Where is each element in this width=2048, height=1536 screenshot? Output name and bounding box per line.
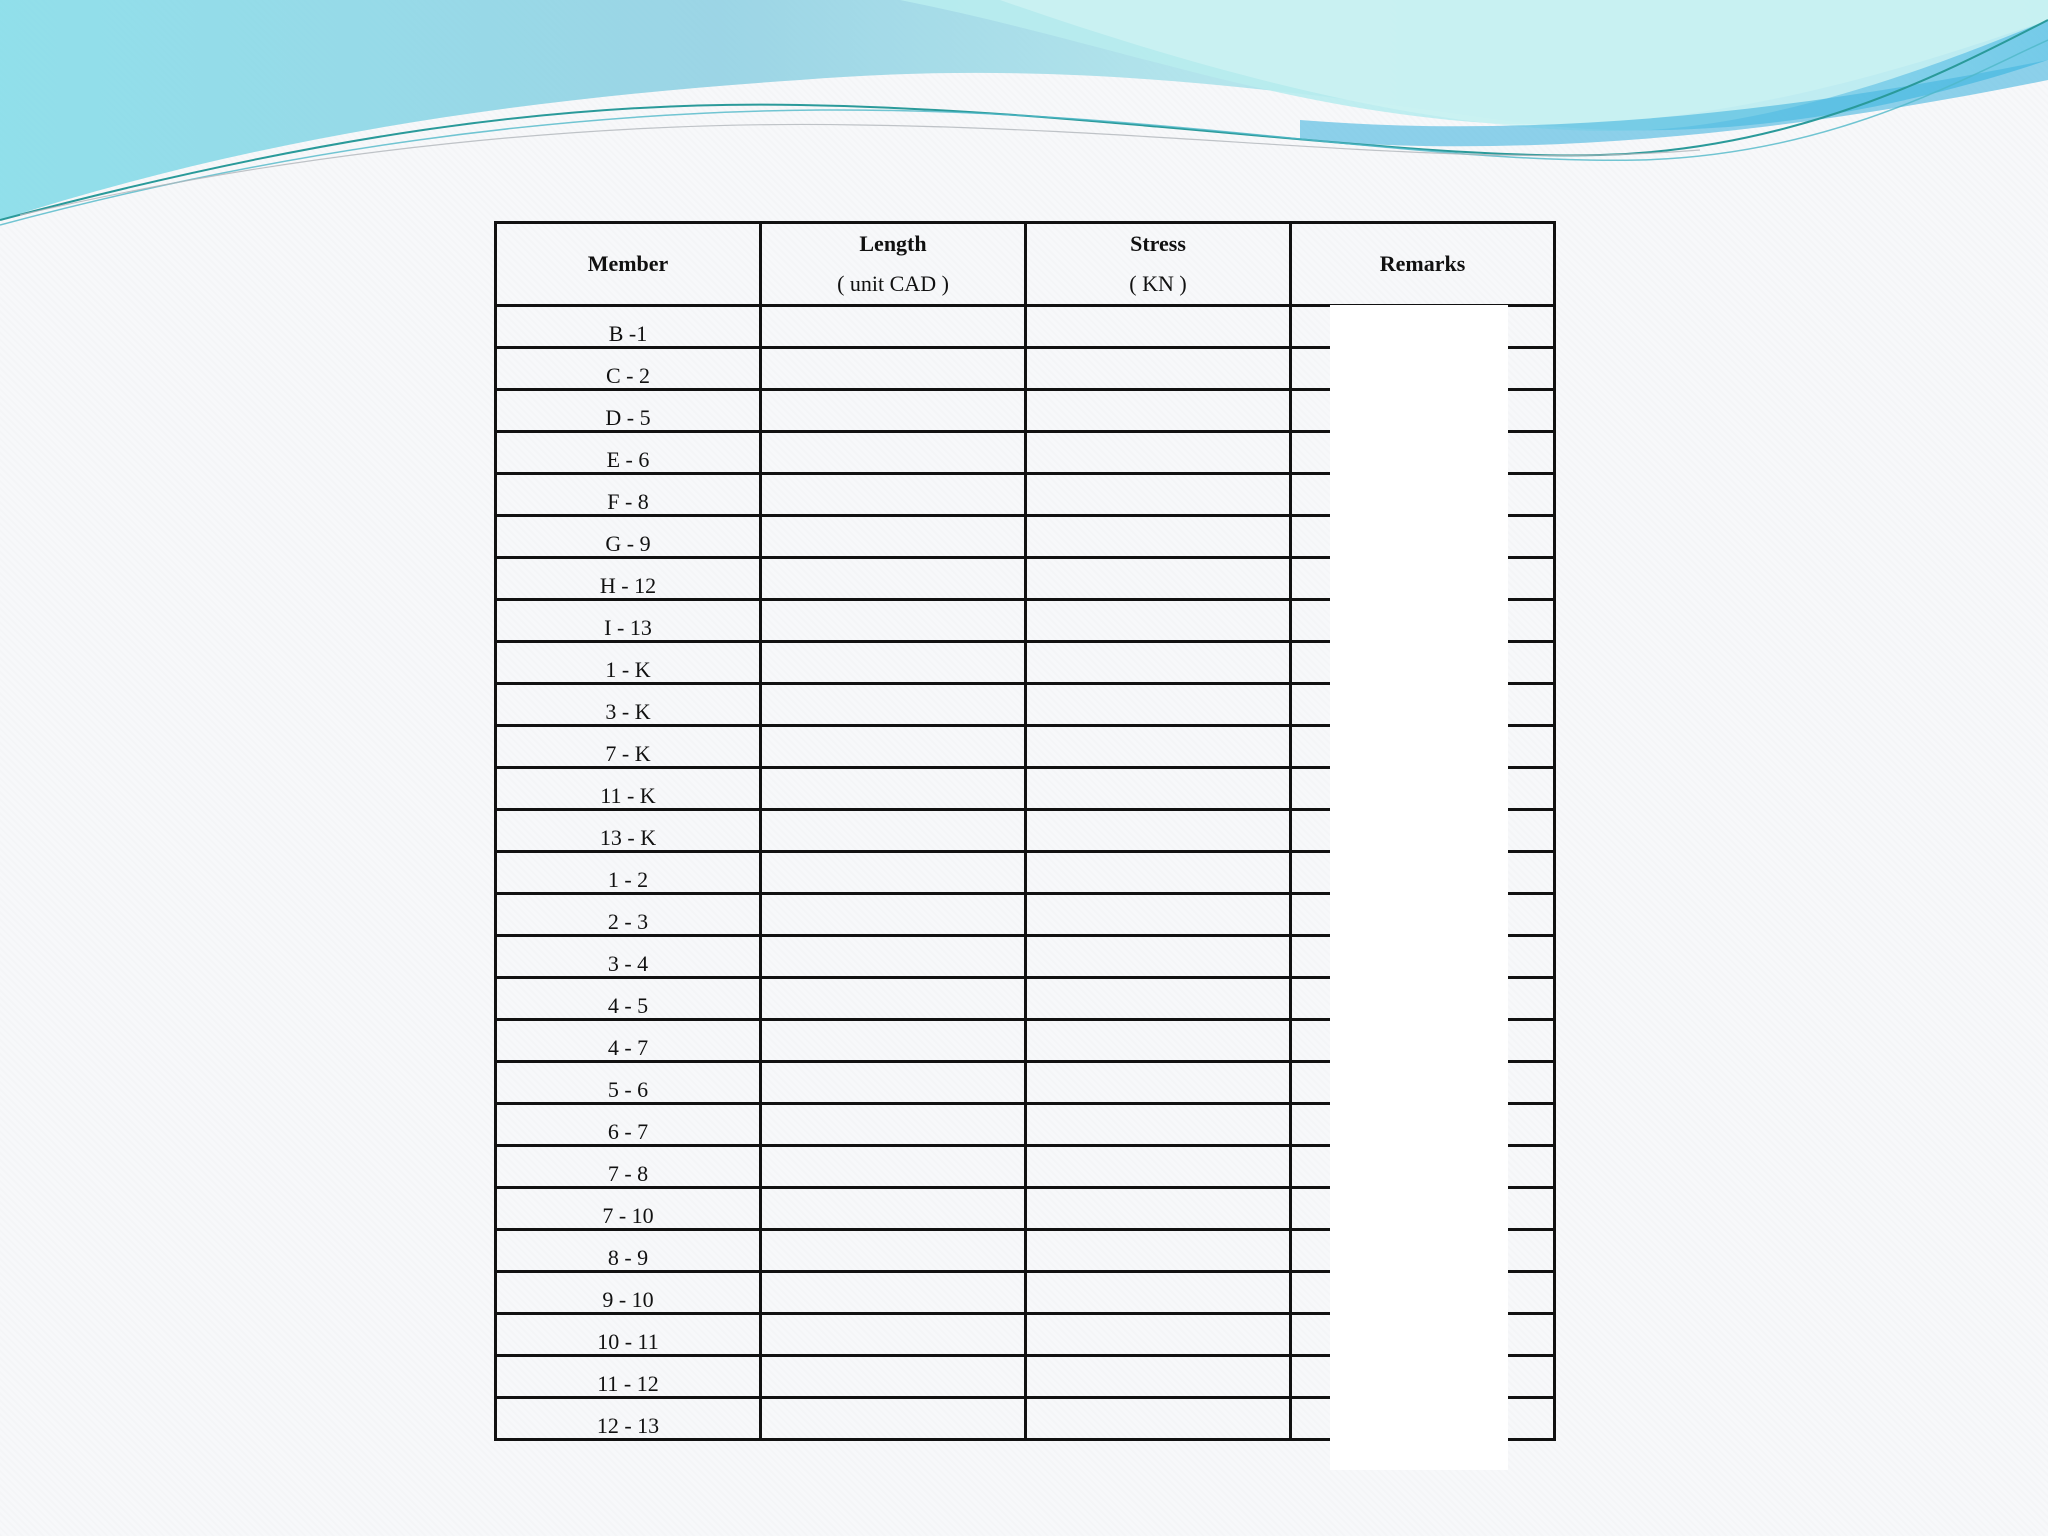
header-member [496,223,761,306]
length-cell [761,726,1026,768]
member-cell: B -1 [496,306,761,348]
stress-cell [1026,1020,1291,1062]
length-cell [761,558,1026,600]
header-stress [1026,223,1291,306]
member-cell: 9 - 10 [496,1272,761,1314]
length-cell [761,1062,1026,1104]
member-cell: 3 - K [496,684,761,726]
stress-cell [1026,726,1291,768]
member-cell: D - 5 [496,390,761,432]
member-cell: G - 9 [496,516,761,558]
length-cell [761,810,1026,852]
length-cell [761,1188,1026,1230]
member-cell: I - 13 [496,600,761,642]
length-cell [761,642,1026,684]
stress-cell [1026,978,1291,1020]
length-cell [761,600,1026,642]
member-cell: 2 - 3 [496,894,761,936]
header-stress-label: Stress [1130,231,1186,256]
header-remarks-label: Remarks [1379,251,1466,276]
length-cell [761,978,1026,1020]
header-member-label: Member [587,251,669,276]
length-cell [761,936,1026,978]
length-cell [761,1146,1026,1188]
member-cell: 7 - 10 [496,1188,761,1230]
stress-cell [1026,348,1291,390]
stress-cell [1026,768,1291,810]
member-cell: 10 - 11 [496,1314,761,1356]
stress-cell [1026,1062,1291,1104]
length-cell [761,1230,1026,1272]
stress-cell [1026,600,1291,642]
length-cell [761,1398,1026,1440]
stress-cell [1026,1272,1291,1314]
header-stress-unit: ( KN ) [1129,271,1187,296]
member-cell: 12 - 13 [496,1398,761,1440]
length-cell [761,432,1026,474]
length-cell [761,516,1026,558]
stress-cell [1026,936,1291,978]
length-cell [761,390,1026,432]
member-cell: 4 - 5 [496,978,761,1020]
length-cell [761,348,1026,390]
member-cell: H - 12 [496,558,761,600]
header-remarks [1291,223,1555,306]
stress-cell [1026,1188,1291,1230]
member-cell: F - 8 [496,474,761,516]
stress-cell [1026,1314,1291,1356]
member-cell: 7 - K [496,726,761,768]
stress-cell [1026,1356,1291,1398]
length-cell [761,474,1026,516]
member-cell: 7 - 8 [496,1146,761,1188]
member-cell: 6 - 7 [496,1104,761,1146]
stress-cell [1026,558,1291,600]
stress-cell [1026,810,1291,852]
member-cell: E - 6 [496,432,761,474]
stress-cell [1026,474,1291,516]
length-cell [761,1104,1026,1146]
length-cell [761,894,1026,936]
length-cell [761,684,1026,726]
length-cell [761,1356,1026,1398]
table-header-row [496,223,1555,306]
member-cell: 13 - K [496,810,761,852]
member-stress-table-container [494,221,1553,1441]
header-length-unit: ( unit CAD ) [837,271,949,296]
header-length [761,223,1026,306]
member-cell: 1 - 2 [496,852,761,894]
member-cell: C - 2 [496,348,761,390]
member-cell: 8 - 9 [496,1230,761,1272]
length-cell [761,1314,1026,1356]
stress-cell [1026,432,1291,474]
member-cell: 3 - 4 [496,936,761,978]
stress-cell [1026,1146,1291,1188]
stress-cell [1026,516,1291,558]
length-cell [761,1272,1026,1314]
length-cell [761,306,1026,348]
stress-cell [1026,1398,1291,1440]
member-cell: 11 - K [496,768,761,810]
member-cell: 5 - 6 [496,1062,761,1104]
member-cell: 1 - K [496,642,761,684]
stress-cell [1026,306,1291,348]
stress-cell [1026,1104,1291,1146]
stress-cell [1026,642,1291,684]
member-cell: 4 - 7 [496,1020,761,1062]
stress-cell [1026,684,1291,726]
stress-cell [1026,852,1291,894]
length-cell [761,768,1026,810]
remarks-column-overlay [1330,305,1508,1470]
member-cell: 11 - 12 [496,1356,761,1398]
stress-cell [1026,894,1291,936]
stress-cell [1026,390,1291,432]
length-cell [761,1020,1026,1062]
header-length-label: Length [859,231,927,256]
header-wave-decoration [0,0,2048,240]
length-cell [761,852,1026,894]
stress-cell [1026,1230,1291,1272]
